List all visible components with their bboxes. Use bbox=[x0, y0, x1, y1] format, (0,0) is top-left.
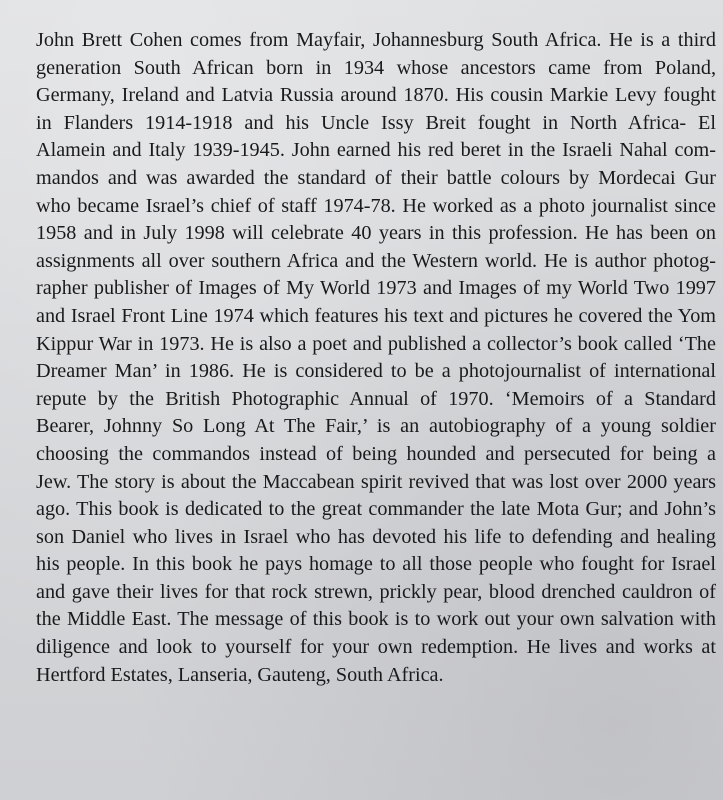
bio-line: repute by the British Photographic Annual of 1970. ‘Memoirs of a Standard bbox=[36, 387, 716, 410]
bio-line: generation South African born in 1934 whose ancestors came from Poland, bbox=[36, 56, 716, 79]
bio-line: mandos and was awarded the standard of their battle colours by Mordecai Gur bbox=[36, 166, 716, 189]
bio-line: son Daniel who lives in Israel who has devoted his life to defending and healing bbox=[36, 525, 716, 548]
bio-line: and Israel Front Line 1974 which features his text and pictures he covered the Yom bbox=[36, 304, 716, 327]
bio-line: Bearer, Johnny So Long At The Fair,’ is an autobiography of a young soldier bbox=[36, 415, 716, 438]
bio-line: Kippur War in 1973. He is also a poet and published a collector’s book called ‘The bbox=[36, 332, 716, 355]
bio-line: who became Israel’s chief of staff 1974-78. He worked as a photo journalist since bbox=[36, 194, 716, 217]
bio-line-last: Hertford Estates, Lanseria, Gauteng, South Africa. bbox=[36, 663, 444, 686]
author-bio bbox=[36, 27, 716, 689]
bio-line: choosing the commandos instead of being hounded and persecuted for being a bbox=[36, 442, 716, 465]
bio-line: and gave their lives for that rock strewn, prickly pear, blood drenched cauldron of bbox=[36, 580, 716, 603]
bio-line: Germany, Ireland and Latvia Russia around 1870. His cousin Markie Levy fought bbox=[36, 84, 716, 107]
bio-line: ago. This book is dedicated to the great commander the late Mota Gur; and John’s bbox=[36, 498, 716, 521]
bio-line: Alamein and Italy 1939-1945. John earned his red beret in the Israeli Nahal com- bbox=[36, 139, 716, 162]
bio-line: rapher publisher of Images of My World 1973 and Images of my World Two 1997 bbox=[36, 277, 716, 300]
bio-line: assignments all over southern Africa and the Western world. He is author photog- bbox=[36, 249, 716, 272]
bio-line: his people. In this book he pays homage to all those people who fought for Israel bbox=[36, 553, 716, 576]
bio-line: John Brett Cohen comes from Mayfair, Johannesburg South Africa. He is a third bbox=[36, 29, 716, 51]
bio-line: 1958 and in July 1998 will celebrate 40 years in this profession. He has been on bbox=[36, 222, 716, 245]
bio-line: in Flanders 1914-1918 and his Uncle Issy Breit fought in North Africa- El bbox=[36, 111, 716, 134]
bio-line: diligence and look to yourself for your own redemption. He lives and works at bbox=[36, 636, 716, 659]
bio-line: Jew. The story is about the Maccabean spirit revived that was lost over 2000 years bbox=[36, 470, 716, 493]
bio-line: the Middle East. The message of this book is to work out your own salvation with bbox=[36, 608, 716, 631]
bio-line: Dreamer Man’ in 1986. He is considered to be a photojournalist of international bbox=[36, 360, 716, 383]
